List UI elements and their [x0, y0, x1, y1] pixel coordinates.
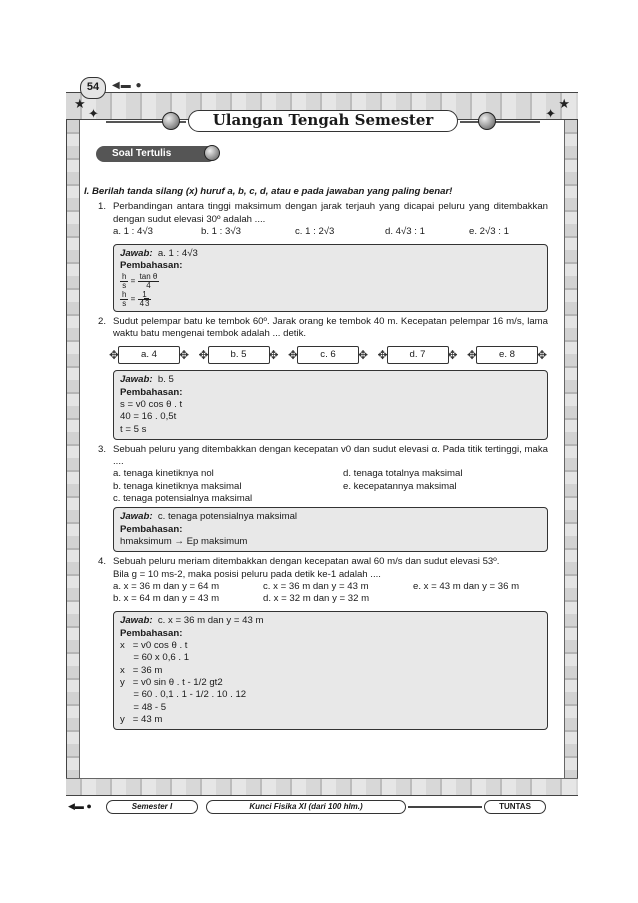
- work-line: s = v0 cos θ . t: [120, 398, 183, 410]
- question-text: Sudut pelempar batu ke tembok 60º. Jarak orang ke tembok 40 m. Kecepatan pelempar 16 m/s, lama waktu batu mengenai tembok adalah ... detik.: [113, 315, 548, 340]
- question-number: 3.: [98, 443, 107, 455]
- option[interactable]: ✥ a. 4 ✥: [118, 346, 180, 364]
- question-3: [98, 444, 548, 469]
- option[interactable]: c. x = 36 m dan y = 43 m: [263, 580, 369, 592]
- options-grid: [113, 581, 548, 606]
- options-grid: [113, 468, 548, 505]
- option[interactable]: ✥ d. 7 ✥: [387, 346, 449, 364]
- work-line: $\frac{h}{s}$ = $\frac{\text{tan θ}}{4}$: [122, 271, 158, 290]
- page-footer: [68, 800, 568, 814]
- question-text: Perbandingan antara tinggi maksimum dengan jarak terjauh yang dicapai peluru yang ditembakkan dengan sudut elevasi 30º adalah ....: [113, 201, 548, 225]
- option[interactable]: ✥ b. 5 ✥: [208, 346, 270, 364]
- option[interactable]: a. x = 36 m dan y = 64 m: [113, 580, 220, 592]
- page-title: Ulangan Tengah Semester: [188, 110, 458, 132]
- option[interactable]: d. 4√3 : 1: [385, 225, 425, 237]
- work-line: = 60 x 0,6 . 1: [120, 652, 190, 664]
- option[interactable]: d. tenaga totalnya maksimal: [343, 468, 463, 480]
- orb-icon: [204, 145, 220, 161]
- work-line: $\frac{h}{s}$ = $\frac{1}{43}$: [122, 289, 150, 308]
- option[interactable]: a. tenaga kinetiknya nol: [113, 468, 214, 480]
- question-number: 1.: [98, 201, 107, 213]
- question-text: Sebuah peluru meriam ditembakkan dengan kecepatan awal 60 m/s dan sudut elevasi 53º.: [113, 556, 500, 568]
- option[interactable]: c. tenaga potensialnya maksimal: [113, 493, 253, 505]
- pembahasan-label: Pembahasan:: [120, 260, 183, 272]
- option[interactable]: b. tenaga kinetiknya maksimal: [113, 480, 242, 492]
- instruction-heading: I. Berilah tanda silang (x) huruf a, b, c, d, atau e pada jawaban yang paling benar!: [84, 186, 453, 197]
- option[interactable]: c. 1 : 2√3: [295, 225, 335, 237]
- pembahasan-label: Pembahasan:: [120, 386, 183, 398]
- footer-title: Kunci Fisika XI (dari 100 hlm.): [206, 800, 406, 814]
- jawab-value: c. x = 36 m dan y = 43 m: [157, 615, 264, 627]
- frame-right-border: [564, 120, 578, 778]
- question-4: [98, 556, 548, 581]
- jawab-label: Jawab:: [120, 248, 153, 260]
- footer-semester: Semester I: [106, 800, 198, 814]
- question-2: [98, 316, 548, 341]
- footer-tuntas: TUNTAS: [484, 800, 546, 814]
- jawab-value: b. 5: [157, 374, 174, 386]
- option[interactable]: ✥ c. 6 ✥: [297, 346, 359, 364]
- question-text: Sebuah peluru yang ditembakkan dengan kecepatan v0 dan sudut elevasi α. Pada titik tertinggi, maka ....: [113, 443, 548, 468]
- option[interactable]: e. kecepatannya maksimal: [343, 480, 457, 492]
- work-line: y = 43 m: [120, 713, 163, 725]
- question-number: 4.: [98, 556, 107, 568]
- title-rule-right: [460, 121, 540, 123]
- question-content: [84, 186, 548, 734]
- answer-box: [113, 244, 548, 312]
- work-line: 40 = 16 . 0,5t: [120, 411, 177, 423]
- arrow-left-icon: ◀▬ ●: [112, 80, 143, 91]
- work-line: hmaksimum → Ep maksimum: [120, 535, 248, 547]
- work-line: = 60 . 0,1 . 1 - 1/2 . 10 . 12: [120, 689, 247, 701]
- option[interactable]: e. 2√3 : 1: [469, 225, 509, 237]
- option[interactable]: a. 1 : 4√3: [113, 225, 153, 237]
- answer-box: [113, 611, 548, 730]
- work-line: x = v0 cos θ . t: [120, 640, 188, 652]
- star-icon: ★: [74, 96, 86, 111]
- frame-left-border: [66, 120, 80, 778]
- option[interactable]: b. x = 64 m dan y = 43 m: [113, 593, 220, 605]
- star-icon: ✦: [545, 106, 556, 121]
- question-1: [98, 201, 548, 226]
- options-row: [113, 226, 548, 238]
- answer-box: [113, 507, 548, 552]
- jawab-value: a. 1 : 4√3: [157, 248, 198, 260]
- option[interactable]: b. 1 : 3√3: [201, 225, 241, 237]
- jawab-value: c. tenaga potensialnya maksimal: [157, 511, 298, 523]
- jawab-label: Jawab:: [120, 374, 153, 386]
- star-icon: ✦: [88, 106, 99, 121]
- arrow-left-icon: ◀▬ ●: [68, 801, 92, 811]
- question-text: Bila g = 10 ms-2, maka posisi peluru pada detik ke-1 adalah ....: [113, 568, 381, 580]
- jawab-label: Jawab:: [120, 615, 153, 627]
- orb-icon: [478, 112, 496, 130]
- work-line: t = 5 s: [120, 423, 147, 435]
- section-badge: Soal Tertulis: [96, 146, 216, 162]
- option[interactable]: e. x = 43 m dan y = 36 m: [413, 580, 520, 592]
- page-number: 54: [80, 77, 106, 99]
- question-number: 2.: [98, 315, 107, 327]
- frame-bottom-border: [66, 778, 578, 796]
- option[interactable]: ✥ e. 8 ✥: [476, 346, 538, 364]
- work-line: y = v0 sin θ . t - 1/2 gt2: [120, 676, 223, 688]
- work-line: = 48 - 5: [120, 701, 167, 713]
- answer-box: [113, 370, 548, 439]
- work-line: x = 36 m: [120, 664, 163, 676]
- footer-rule: [408, 806, 482, 808]
- pembahasan-label: Pembahasan:: [120, 523, 183, 535]
- pembahasan-label: Pembahasan:: [120, 627, 183, 639]
- star-icon: ★: [558, 96, 570, 111]
- option[interactable]: d. x = 32 m dan y = 32 m: [263, 593, 370, 605]
- jawab-label: Jawab:: [120, 511, 153, 523]
- ornamental-options: [118, 346, 538, 364]
- orb-icon: [162, 112, 180, 130]
